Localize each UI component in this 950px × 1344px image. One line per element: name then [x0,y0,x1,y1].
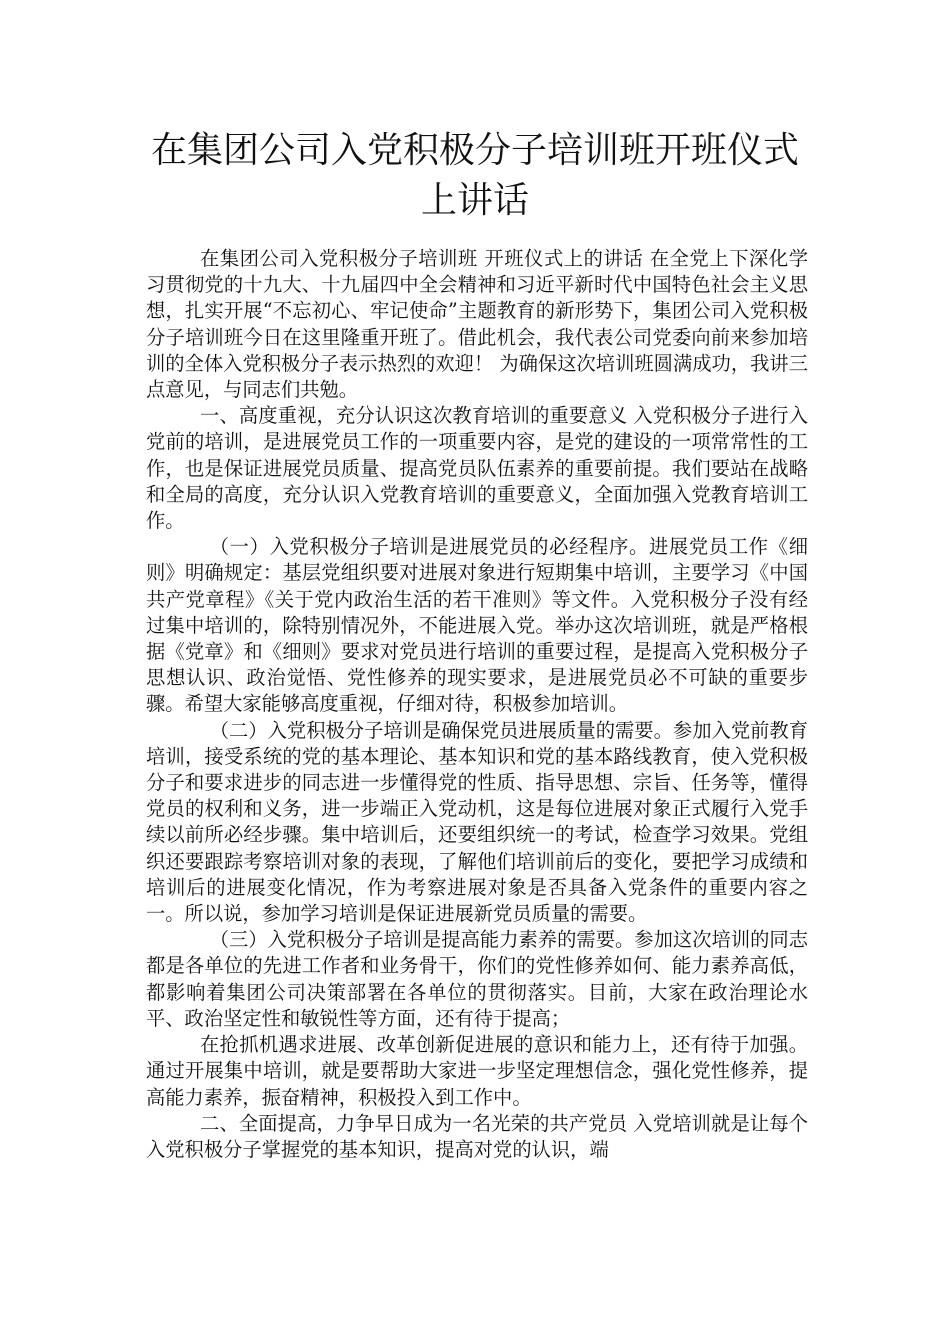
paragraph-opening: 在集团公司入党积极分子培训班 开班仪式上的讲话 在全党上下深化学习贯彻党的十九大、十九届四中全会精神和习近平新时代中国特色社会主义思想，扎实开展“不忘初心、牢记使命”主题教育的新形势下，集团公司入党积极分子培训班今日在这里隆重开班了。借此机会，我代表公司党委向前来参加培训的全体入党积极分子表示热烈的欢迎！ 为确保这次培训班圆满成功，我讲三点意见，与同志们共勉。 [146,247,808,402]
title-line-1: 在集团公司入党积极分子培训班开班仪式 [150,130,799,171]
paragraph-section-two-heading: 二、全面提高，力争早日成为一名光荣的共产党员 入党培训就是让每个入党积极分子掌握党的基本知识，提高对党的认识，端 [146,1111,808,1161]
paragraph-point-two: （二）入党积极分子培训是确保党员进展质量的需要。参加入党前教育培训，接受系统的党的基本理论、基本知识和党的基本路线教育，使入党积极分子和要求进步的同志进一步懂得党的性质、指导思想、宗旨、任务等，懂得党员的权利和义务，进一步端正入党动机，这是每位进展对象正式履行入党手续以前所必经步骤。集中培训后，还要组织统一的考试，检查学习效果。党组织还要跟踪考察培训对象的表现，了解他们培训前后的变化，要把学习成绩和培训后的进展变化情况，作为考察进展对象是否具备入党条件的重要内容之一。所以说，参加学习培训是保证进展新党员质量的需要。 [146,718,808,926]
paragraph-section-one-heading: 一、高度重视，充分认识这次教育培训的重要意义 入党积极分子进行入党前的培训，是进展党员工作的一项重要内容，是党的建设的一项常常性的工作，也是保证进展党员质量、提高党员队伍素养的重要前提。我们要站在战略和全局的高度，充分认识入党教育培训的重要意义，全面加强入党教育培训工作。 [146,404,808,533]
title-line-2: 上讲话 [420,180,529,221]
document-body [146,246,808,1163]
paragraph-point-three: （三）入党积极分子培训是提高能力素养的需要。参加这次培训的同志都是各单位的先进工作者和业务骨干，你们的党性修养如何、能力素养高低，都影响着集团公司决策部署在各单位的贯彻落实。目前，大家在政治理论水平、政治坚定性和敏锐性等方面，还有待于提高； [146,928,808,1030]
paragraph-point-one: （一）入党积极分子培训是进展党员的必经程序。进展党员工作《细则》明确规定：基层党组织要对进展对象进行短期集中培训，主要学习《中国共产党章程》《关于党内政治生活的若干准则》等文件。入党积极分子没有经过集中培训的，除特别情况外，不能进展入党。举办这次培训班，就是严格根据《党章》和《细则》要求对党员进行培训的重要过程，是提高入党积极分子思想认识、政治觉悟、党性修养的现实要求，是进展党员必不可缺的重要步骤。希望大家能够高度重视，仔细对待，积极参加培训。 [146,535,808,716]
document-title [0,126,950,226]
paragraph-point-three-continued: 在抢抓机遇求进展、改革创新促进展的意识和能力上，还有待于加强。通过开展集中培训，就是要帮助大家进一步坚定理想信念，强化党性修养，提高能力素养，振奋精神，积极投入到工作中。 [146,1033,808,1109]
